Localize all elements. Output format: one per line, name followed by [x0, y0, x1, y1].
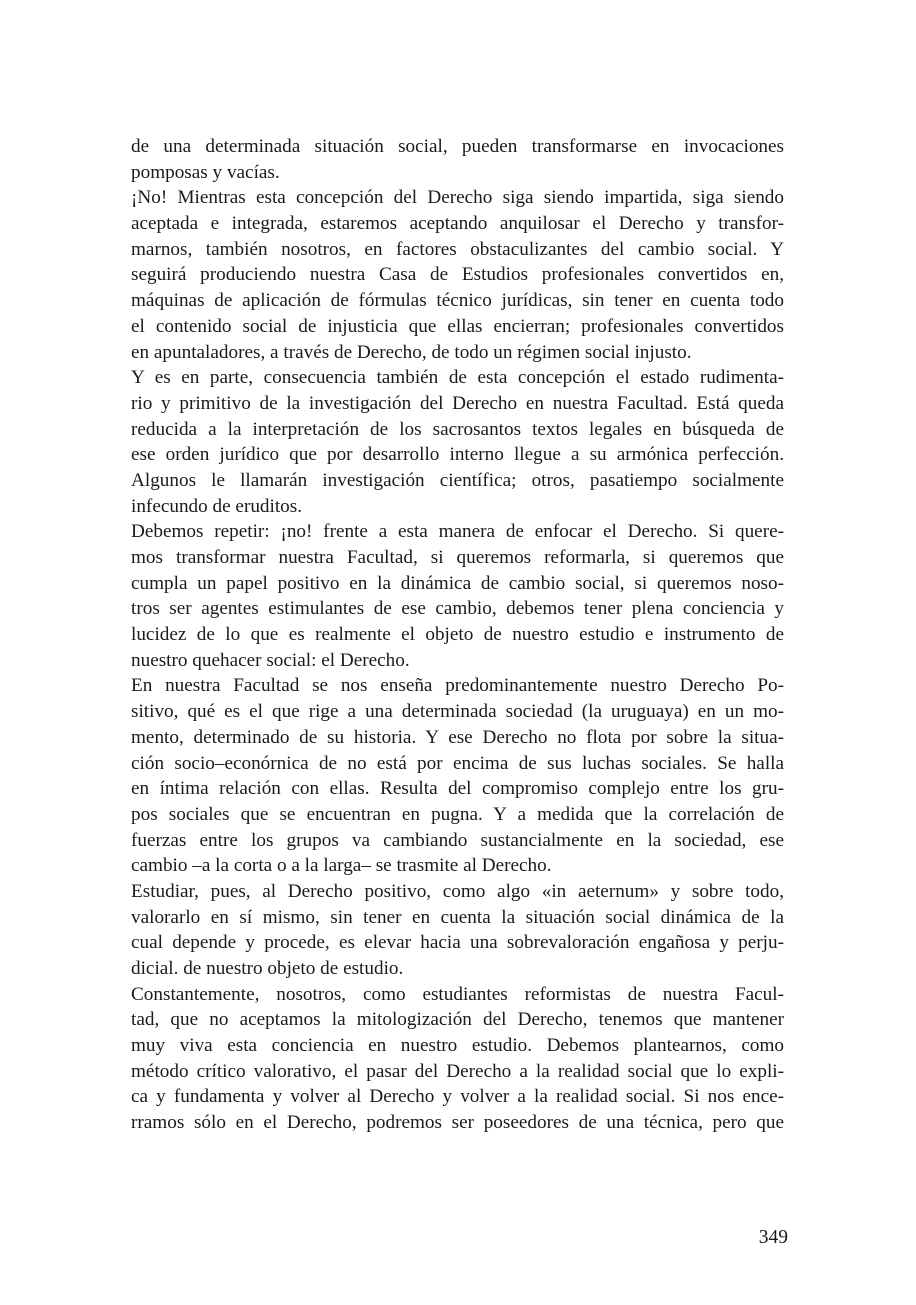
text-line: ca y fundamenta y volver al Derecho y volver a la realidad social. Si nos ence-	[131, 1086, 784, 1108]
text-line: Algunos le llamarán investigación científica; otros, pasatiempo socialmente	[131, 469, 784, 491]
text-line: ¡No! Mientras esta concepción del Derecho siga siendo impartida, siga siendo	[131, 187, 784, 209]
body-text	[131, 134, 784, 1136]
text-line: cambio –a la corta o a la larga– se trasmite al Derecho.	[131, 855, 552, 877]
text-line: Y es en parte, consecuencia también de esta concepción el estado rudimenta-	[131, 367, 784, 389]
text-line: tad, que no aceptamos la mitologización del Derecho, tenemos que mantener	[131, 1009, 784, 1031]
text-line: En nuestra Facultad se nos enseña predominantemente nuestro Derecho Po-	[131, 675, 784, 697]
text-line: en íntima relación con ellas. Resulta del compromiso complejo entre los gru-	[131, 778, 784, 800]
text-line: máquinas de aplicación de fórmulas técnico jurídicas, sin tener en cuenta todo	[131, 290, 784, 312]
text-line: en apuntaladores, a través de Derecho, de todo un régimen social injusto.	[131, 341, 692, 363]
text-line: mos transformar nuestra Facultad, si queremos reformarla, si queremos que	[131, 547, 784, 568]
text-line: ción socio–econórnica de no está por encima de sus luchas sociales. Se halla	[131, 752, 784, 774]
text-line: pos sociales que se encuentran en pugna. Y a medida que la correlación de	[131, 803, 784, 825]
text-line: el contenido social de injusticia que ellas encierran; profesionales convertidos	[131, 315, 784, 337]
text-line: Debemos repetir: ¡no! frente a esta manera de enfocar el Derecho. Si quere-	[131, 521, 784, 543]
text-line: nuestro quehacer social: el Derecho.	[131, 649, 410, 671]
text-line: valorarlo en sí mismo, sin tener en cuenta la situación social dinámica de la	[131, 906, 784, 928]
text-line: reducida a la interpretación de los sacrosantos textos legales en búsqueda de	[131, 418, 784, 440]
text-line: rramos sólo en el Derecho, podremos ser poseedores de una técnica, pero que	[131, 1112, 784, 1134]
text-line: rio y primitivo de la investigación del Derecho en nuestra Facultad. Está queda	[131, 392, 784, 414]
text-line: ese orden jurídico que por desarrollo interno llegue a su armónica perfección.	[131, 444, 784, 466]
text-line: lucidez de lo que es realmente el objeto de nuestro estudio e instrumento de	[131, 624, 784, 646]
text-line: sitivo, qué es el que rige a una determinada sociedad (la uruguaya) en un mo-	[131, 701, 784, 723]
text-line: muy viva esta conciencia en nuestro estudio. Debemos plantearnos, como	[131, 1035, 784, 1057]
text-line: pomposas y vacías.	[131, 161, 280, 183]
text-line: método crítico valorativo, el pasar del Derecho a la realidad social que lo expli-	[131, 1060, 784, 1082]
page-number: 349	[758, 1227, 788, 1248]
text-line: Constantemente, nosotros, como estudiantes reformistas de nuestra Facul-	[131, 983, 784, 1005]
text-line: infecundo de eruditos.	[131, 495, 303, 517]
text-line: Estudiar, pues, al Derecho positivo, como algo «in aeternum» y sobre todo,	[131, 880, 784, 902]
text-line: aceptada e integrada, estaremos aceptando anquilosar el Derecho y transfor-	[131, 213, 784, 235]
text-line: mento, determinado de su historia. Y ese Derecho no flota por sobre la situa-	[131, 726, 784, 748]
text-line: cumpla un papel positivo en la dinámica de cambio social, si queremos noso-	[131, 572, 784, 594]
text-line: de una determinada situación social, pueden transformarse en invocaciones	[131, 136, 784, 157]
text-line: fuerzas entre los grupos va cambiando sustancialmente en la sociedad, ese	[131, 829, 784, 851]
text-line: dicial. de nuestro objeto de estudio.	[131, 958, 404, 979]
text-line: marnos, también nosotros, en factores obstaculizantes del cambio social. Y	[131, 238, 784, 260]
text-line: cual depende y procede, es elevar hacia una sobrevaloración engañosa y perju-	[131, 932, 784, 954]
text-line: seguirá produciendo nuestra Casa de Estudios profesionales convertidos en,	[131, 264, 784, 286]
text-line: tros ser agentes estimulantes de ese cambio, debemos tener plena conciencia y	[131, 598, 784, 620]
